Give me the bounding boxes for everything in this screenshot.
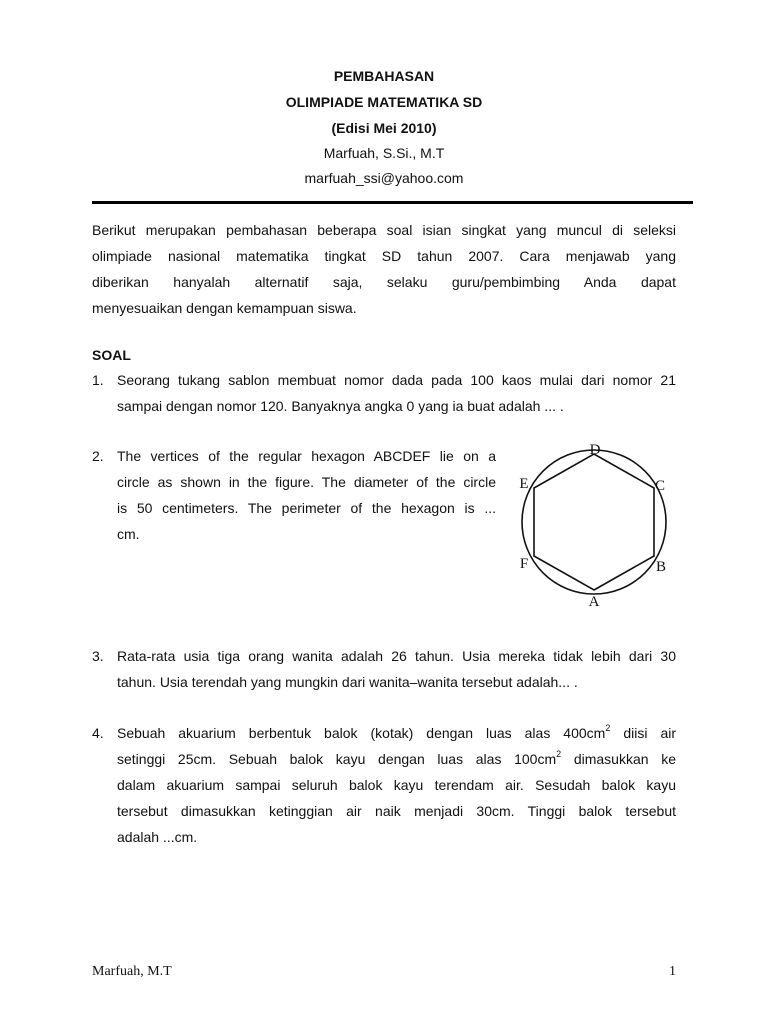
question-number: 2.	[92, 448, 104, 464]
superscript: 2	[556, 749, 562, 759]
question-line: tersebut dimasukkan ketinggian air naik menjadi 30cm. Tinggi balok tersebut	[117, 803, 676, 819]
q4-line1-text: Sebuah akuarium berbentuk balok (kotak) dengan luas alas 400cm	[117, 725, 606, 741]
question-3-text	[117, 643, 676, 695]
vertex-label-e: E	[519, 476, 529, 492]
page-number: 1	[669, 964, 676, 979]
question-line: is 50 centimeters. The perimeter of the hexagon is ...	[117, 500, 496, 516]
vertex-label-d: D	[589, 442, 601, 458]
question-line: Rata-rata usia tiga orang wanita adalah 26 tahun. Usia mereka tidak lebih dari 30	[117, 648, 676, 664]
doc-title-line1: PEMBAHASAN	[333, 68, 435, 84]
vertex-label-f: F	[519, 556, 529, 572]
doc-email: marfuah_ssi@yahoo.com	[304, 170, 464, 186]
circumscribed-circle	[519, 450, 666, 594]
question-1-text	[117, 367, 676, 419]
intro-line: olimpiade nasional matematika tingkat SD tahun 2007. Cara menjawab yang	[92, 248, 676, 264]
doc-title-line2: OLIMPIADE MATEMATIKA SD	[285, 94, 483, 110]
section-title: SOAL	[92, 347, 131, 363]
question-line: sampai dengan nomor 120. Banyaknya angka 0 yang ia buat adalah ... .	[117, 398, 564, 414]
hexagon-figure	[505, 436, 685, 616]
q4-line1-tail: diisi air	[610, 725, 676, 741]
question-line: tahun. Usia terendah yang mungkin dari wanita–wanita tersebut adalah... .	[117, 674, 578, 690]
question-line	[117, 746, 676, 772]
superscript: 2	[605, 723, 611, 733]
question-4-text	[117, 720, 676, 850]
intro-line: diberikan hanyalah alternatif saja, selaku guru/pembimbing Anda dapat	[92, 274, 676, 290]
question-number: 1.	[92, 372, 104, 388]
question-line	[117, 720, 676, 746]
doc-author: Marfuah, S.Si., M.T	[323, 145, 445, 161]
intro-paragraph	[92, 217, 676, 321]
question-line: The vertices of the regular hexagon ABCDEF lie on a	[117, 448, 496, 464]
question-line: dalam akuarium sampai seluruh balok kayu terendam air. Sesudah balok kayu	[117, 777, 676, 793]
regular-hexagon	[534, 454, 654, 590]
vertex-label-b: B	[655, 559, 667, 575]
doc-edition: (Edisi Mei 2010)	[331, 120, 437, 136]
question-number: 3.	[92, 648, 104, 664]
footer-author: Marfuah, M.T	[92, 964, 172, 979]
question-line: cm.	[117, 526, 140, 542]
question-line: adalah ...cm.	[117, 829, 198, 845]
question-line: Seorang tukang sablon membuat nomor dada pada 100 kaos mulai dari nomor 21	[117, 372, 676, 388]
intro-line: menyesuaikan dengan kemampuan siswa.	[92, 300, 357, 316]
q4-line2-tail: dimasukkan ke	[561, 751, 676, 767]
vertex-label-a: A	[588, 594, 600, 610]
intro-line: Berikut merupakan pembahasan beberapa soal isian singkat yang muncul di seleksi	[92, 222, 676, 238]
question-number: 4.	[92, 725, 104, 741]
question-2-text	[117, 443, 496, 547]
header-divider	[92, 201, 693, 204]
q4-line2-text: setinggi 25cm. Sebuah balok kayu dengan luas alas 100cm	[117, 751, 557, 767]
question-line: circle as shown in the figure. The diameter of the circle	[117, 474, 496, 490]
vertex-label-c: C	[654, 478, 666, 494]
